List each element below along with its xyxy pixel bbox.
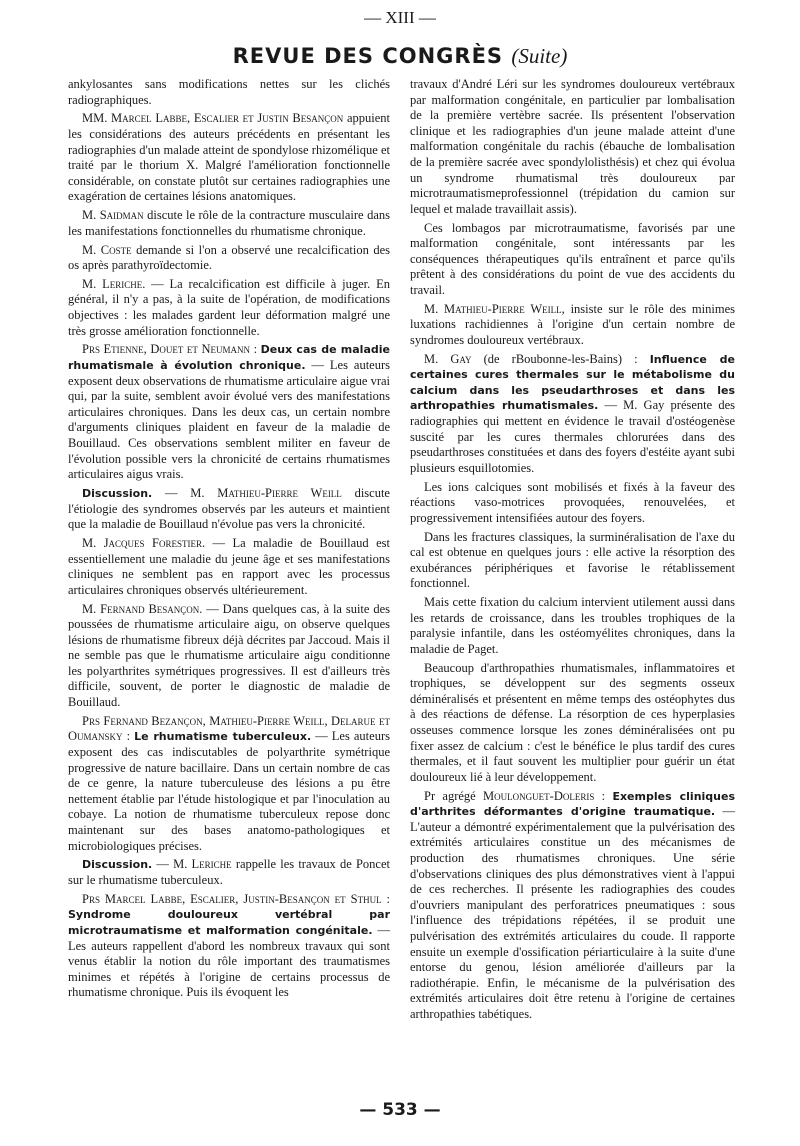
paragraph: MM. Marcel Labbe, Escalier et Justin Besançon appuient les considérations des auteurs précédents en présentant les radiographies d'un malade atteint de spondylose rhizomélique et traité par le thorium X. Malgré l'amélioration fonctionnelle considérable, on constate plutôt sur certaines radiographies une exagération de certaines lésions anatomiques. xyxy=(68,111,390,204)
communication-title: Exemples cliniques d'arthrites déformantes d'origine traumatique. xyxy=(410,789,736,819)
author-names: Jacques Forestier xyxy=(103,535,202,550)
page-title xyxy=(0,44,800,69)
communication-title: Deux cas de maladie rhumatismale à évolution chronique. xyxy=(68,343,390,373)
author-names: Mathieu-Pierre Weill xyxy=(217,485,342,500)
paragraph: Discussion. — M. Mathieu-Pierre Weill discute l'étiologie des syndromes observés par les auteurs et maintient que la maladie de Bouillaud n'évolue pas vers la chronicité. xyxy=(68,485,390,532)
paragraph: Discussion. — M. Leriche rappelle les travaux de Poncet sur le rhumatisme tuberculeux. xyxy=(68,857,390,887)
paragraph: ankylosantes sans modifications nettes sur les clichés radiographiques. xyxy=(68,77,390,107)
paragraph: Prs Fernand Bezançon, Mathieu-Pierre Weill, Delarue et Oumansky : Le rhumatisme tuberculeux. — Les auteurs exposent des cas indiscutables de polyarthrite symétrique progressive de nature bacillaire. Dans un certain nombre de cas de ce genre, la nature tuberculeuse des lésions a pu être nettement établie par l'étude histologique et par l'inoculation au cobaye. La notion de rhumatisme tuberculeux repose donc maintenant sur des bases anatomo-pathologiques et microbiologiques précises. xyxy=(68,713,390,853)
paragraph: Beaucoup d'arthropathies rhumatismales, inflammatoires et trophiques, se développent sur des segments osseux déminéralisés et présentent en même temps des ostéophytes dus à des réactions de défense. La résorption de ces hyperplasies osseuses commence lorsque les zones déminéralisées ont pu fixer assez de calcium : c'est le bénéfice le plus tardif des cures thermales, et il faut souvent les multiplier pour guérir un état douloureux lié à leur développement. xyxy=(410,660,735,784)
paragraph: M. Mathieu-Pierre Weill, insiste sur le rôle des minimes luxations rachidiennes à l'origine d'un certain nombre de syndromes douloureux vertébraux. xyxy=(410,301,735,347)
communication-title: Le rhumatisme tuberculeux. xyxy=(134,730,312,744)
author-names: Prs Marcel Labbe, Escalier, Justin-Besançon et Sthul xyxy=(82,891,382,906)
page-roman-numeral: — XIII — xyxy=(364,8,436,27)
right-column xyxy=(410,77,735,1026)
author-names: Prs Fernand Bezançon, Mathieu-Pierre Weill, Delarue et Oumansky xyxy=(68,713,390,744)
paragraph: travaux d'André Léri sur les syndromes douloureux vertébraux par malformation congénitale, en particulier par lombalisation de la première vertèbre sacrée. Ils présentent l'observation clinique et les radiographies d'un jeune malade atteint d'une malformation congénitale du rachis (ébauche de lombalisation de la première sacrée avec spondylolisthésis) et chez qui évolua un syndrome rhumatismal très douloureux par microtraumatismeprofessionnel (trépidation du camion sur lequel et malade travaillait assis). xyxy=(410,77,735,216)
title-main: REVUE DES CONGRÈS xyxy=(232,44,504,68)
author-names: Fernand Besançon xyxy=(100,601,200,616)
paragraph: Mais cette fixation du calcium intervient utilement aussi dans les retards de croissance, dans les troubles trophiques de la paralysie infantile, dans les ostéomyélites chroniques, dans la maladie de Paget. xyxy=(410,595,735,656)
author-names: MM. Marcel Labbe, Escalier et Justin Besançon xyxy=(82,111,344,126)
author-names: Leriche xyxy=(102,276,143,291)
author-names: Saidman xyxy=(99,208,144,223)
author-names: Gay xyxy=(450,351,472,366)
author-names: Moulonguet-Doleris xyxy=(483,788,595,803)
paragraph: Les ions calciques sont mobilisés et fixés à la faveur des réactions vaso-motrices provoquées, renouvelées, et progressivement intensifiées autour des foyers. xyxy=(410,479,735,525)
discussion-label: Discussion. xyxy=(82,858,153,872)
communication-title: Syndrome douloureux vertébral par microtraumatisme et malformation congénitale. xyxy=(68,908,390,937)
left-column xyxy=(68,77,390,1004)
paragraph: Prs Marcel Labbe, Escalier, Justin-Besançon et Sthul : Syndrome douloureux vertébral par microtraumatisme et malformation congénitale. — Les auteurs rappellent d'abord les nombreux travaux qui sont venus établir la notion du rôle important des traumatismes minimes et répétés à l'origine de certains processus de rhumatisme chronique. Puis ils évoquent les xyxy=(68,891,390,1000)
paragraph: Dans les fractures classiques, la surminéralisation de l'axe du cal est obtenue en quelques jours : elle active la résorption des exubérances périphériques et favorise le rétablissement fonctionnel. xyxy=(410,529,735,591)
paragraph: Pr agrégé Moulonguet-Doleris : Exemples cliniques d'arthrites déformantes d'origine traumatique. — L'auteur a démontré expérimentalement que la pulvérisation des extrémités articulaires constitue un des mécanismes de production des rhumatismes chroniques. Une série d'observations cliniques des plus démonstratives vient à l'appui de ces recherches. Il présente les radiographies des coudes d'ouvriers manipulant des perforatrices pneumatiques : sous l'influence des trépidations répétées, il se produit une pulvérisation des extrémités articulaires du coude. Il rapporte ensuite un exemple d'ossification périarticulaire à la suite d'une entorse du genou, lésion améliorée d'ailleurs par la radiothérapie. Enfin, le mécanisme de la pulvérisation des extrémités articulaires doit être retenu à l'origine de certaines arthropathies tabétiques. xyxy=(410,788,736,1021)
author-names: Leriche xyxy=(191,857,232,872)
title-suite: (Suite) xyxy=(511,44,568,68)
author-names: Prs Etienne, Douet et Neumann xyxy=(82,342,251,357)
page-number: — 533 — xyxy=(359,1100,441,1120)
author-names: Mathieu-Pierre Weill xyxy=(444,301,562,316)
discussion-label: Discussion. xyxy=(82,486,153,500)
paragraph: M. Jacques Forestier. — La maladie de Bouillaud est essentiellement une maladie du jeune âge et ses manifestations cliniques ne semblent pas en rapport avec les processus articulaires chroniques observés ultérieurement. xyxy=(68,535,390,597)
paragraph: M. Fernand Besançon. — Dans quelques cas, à la suite des poussées de rhumatisme articulaire aigu, on observe quelques lésions de rhumatisme fibreux déjà décrites par Jaccoud. Mais il ne semble pas que le rhumatisme articulaire aigu conditionne les polyarthrites symétriques progressives. Il est d'ailleurs très difficile, souvent, de porter le diagnostic de maladie de Bouillaud. xyxy=(68,601,390,710)
paragraph: Ces lombagos par microtraumatisme, favorisés par une malformation congénitale, sont intéressants par les conséquences thérapeutiques qu'ils entraînent et parce qu'ils prêtent à des considérations du point de vue des accidents du travail. xyxy=(410,220,735,297)
paragraph: M. Gay (de rBoubonne-les-Bains) : Influence de certaines cures thermales sur le métabolisme du calcium dans les pseudarthroses et dans les arthropathies rhumatismales. — M. Gay présente des radiographies qui mettent en évidence le travail d'ostéogenèse suscité par les cures thermales chlorurées dans des pseudarthroses constituées et dans des foyers d'estéite ayant subi plusieurs esquillotomies. xyxy=(410,351,735,475)
author-names: Coste xyxy=(100,242,132,257)
paragraph: M. Saidman discute le rôle de la contracture musculaire dans les manifestations fonctionnelles du rhumatisme chronique. xyxy=(68,208,390,238)
paragraph: M. Coste demande si l'on a observé une recalcification des os après parathyroïdectomie. xyxy=(68,242,390,273)
paragraph: Prs Etienne, Douet et Neumann : Deux cas de maladie rhumatismale à évolution chronique. — Les auteurs exposent deux observations de rhumatisme articulaire aigue vrai qui, par la suite, semblent avoir évolué vers des manifestations articulaires chroniques. Dans les deux cas, un certain nombre d'arguments cliniques plaident en faveur de la maladie de Bouillaud. Ces observations semblent militer en faveur de l'évolution possible vers la chronicité de certains rhumatismes articulaires aigus vrais. xyxy=(68,342,390,482)
communication-title: Influence de certaines cures thermales sur le métabolisme du calcium dans les pseudarthroses et dans les arthropathies rhumatismales. xyxy=(410,352,735,413)
paragraph: M. Leriche. — La recalcification est difficile à juger. En général, il n'y a pas, à la suite de l'opération, de modifications objectives : les malades gardent leur déformation malgré une très grosse amélioration fonctionnelle. xyxy=(68,276,390,338)
